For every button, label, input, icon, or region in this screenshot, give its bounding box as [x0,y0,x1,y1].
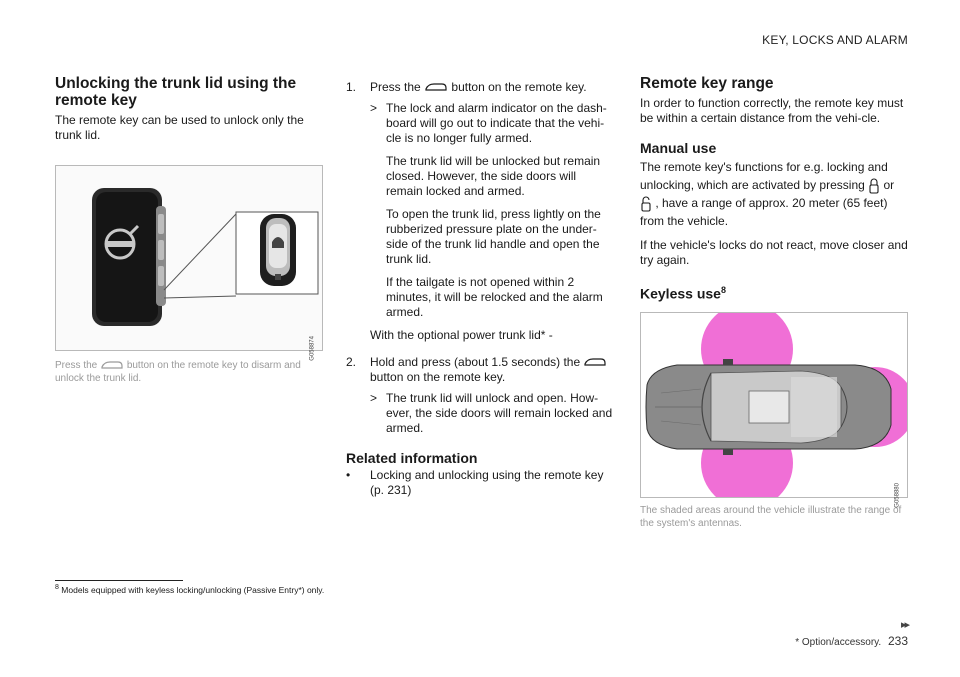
footnote [55,584,324,595]
optional-note: With the optional power trunk lid* - [370,328,553,342]
manual-use-tip: If the vehicle's locks do not react, move closer and try again. [640,238,908,267]
step-1-para-3: If the tailgate is not opened within 2 minutes, it will be relocked and the alarm armed. [386,275,603,319]
trunk-unlock-title: Unlocking the trunk lid using the remote key [55,75,297,109]
section-header: KEY, LOCKS AND ALARM [762,33,908,47]
related-link-item[interactable] [346,468,616,498]
option-note: * Option/accessory. [795,637,882,648]
remote-key-image [56,166,322,350]
step-1-para-2: To open the trunk lid, press lightly on the rubberized pressure plate on the under-side of the trunk lid handle and open the trunk lid. [386,207,601,266]
manual-text-or: or [883,178,895,192]
trunk-key-icon [100,360,124,371]
step-2-result [370,391,616,436]
result-text: The trunk lid will unlock and open. How-ever, the side doors will remain locked and armed. [386,391,613,435]
figure-code: G058880 [895,482,901,508]
step-2 [346,355,616,436]
result-arrow: > [370,391,378,405]
lock-key-icon [868,178,880,194]
caption-text-post: button on the remote key to disarm and unlock the trunk lid. [55,360,301,384]
manual-use-text [640,158,908,230]
page-number: 233 [887,634,908,648]
keyless-use-title [640,282,908,302]
step-1 [346,80,616,343]
step-text-post: button on the remote key. [451,80,587,94]
manual-text-pre: The remote key's functions for e.g. locking and unlocking, which are activated by pressing [640,160,888,192]
step-1-result [370,101,616,146]
figure-code: G058874 [310,336,316,361]
remote-range-intro: In order to function correctly, the remote key must be within a certain distance from the vehi-cle. [640,96,904,125]
footnote-number: 8 [55,584,59,591]
remote-key-caption [55,359,323,385]
result-text: The lock and alarm indicator on the dash-board will go out to indicate that the vehi-cle is no longer fully armed. [386,101,607,145]
remote-key-figure [55,165,323,361]
trunk-key-icon [424,82,448,93]
next-page-arrows: ▸▸ [900,619,908,631]
remote-range-title: Remote key range [640,75,774,92]
result-arrow: > [370,101,378,115]
keyless-range-figure [640,312,908,508]
bullet: • [346,468,351,482]
trunk-key-icon [583,357,607,368]
keyless-range-caption: The shaded areas around the vehicle illustrate the range of the system's antennas. [640,504,902,529]
trunk-unlock-intro: The remote key can be used to unlock only the trunk lid. [55,113,304,142]
step-text-post: button on the remote key. [370,370,506,384]
column-remote-range [640,75,908,530]
unlock-key-icon [640,196,652,212]
column-trunk-unlock [55,75,323,385]
car-top-view-image [641,313,907,497]
related-link[interactable]: Locking and unlocking using the remote key (p. 231) [370,468,604,497]
step-text-pre: Press the [370,80,421,94]
footnote-divider [55,580,183,581]
step-text-pre: Hold and press (about 1.5 seconds) the [370,355,581,369]
step-number: 1. [346,80,357,94]
page-footer [795,634,908,648]
footnote-marker: 8 [720,285,726,295]
step-number: 2. [346,355,357,369]
step-1-para-1: The trunk lid will be unlocked but remain closed. However, the side doors will remain locked and armed. [386,154,601,198]
footnote-text: Models equipped with keyless locking/unlocking (Passive Entry*) only. [61,584,325,595]
related-information-title: Related information [346,450,478,466]
keyless-title-text: Keyless use [640,285,721,302]
caption-text-pre: Press the [55,360,98,371]
column-steps [346,80,616,498]
manual-text-post: , have a range of approx. 20 meter (65 feet) from the vehicle. [640,196,888,228]
manual-use-title: Manual use [640,140,717,156]
